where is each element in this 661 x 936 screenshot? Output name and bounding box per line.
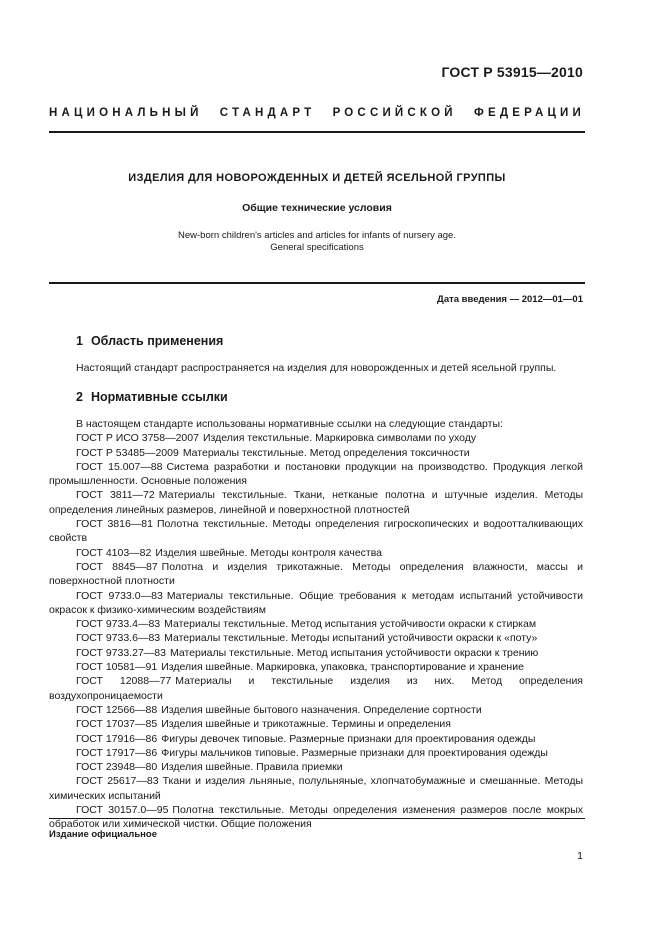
reference-code: ГОСТ Р 53485—2009 — [76, 446, 179, 459]
reference-code: ГОСТ 3811—72 — [76, 489, 155, 502]
reference-code: ГОСТ 12566—88 — [76, 703, 158, 716]
gost-number: ГОСТ Р 53915—2010 — [441, 64, 583, 80]
reference-text: Материалы текстильные. Методы испытаний устойчивости окраски к «поту» — [164, 632, 538, 645]
reference-code: ГОСТ 15.007—88 — [76, 460, 163, 473]
header-divider — [49, 131, 585, 133]
english-title-line-1: New-born children's articles and articles for infants of nursery age. — [178, 230, 456, 241]
section-2-number: 2 — [76, 390, 83, 404]
english-title — [49, 230, 585, 254]
reference-item — [49, 546, 583, 560]
reference-item — [49, 646, 583, 660]
reference-code: ГОСТ 10581—91 — [76, 661, 158, 674]
section-2-title: Нормативные ссылки — [90, 390, 228, 404]
section-1-title: Область применения — [90, 334, 224, 348]
reference-text: Материалы текстильные. Метод испытания устойчивости окраски к стиркам — [164, 618, 537, 631]
reference-text: Материалы текстильные. Ткани, нетканые полотна и штучные изделия. Методы определения линейных размеров, линейной и поверхностной плотностей — [49, 489, 583, 516]
page-number: 1 — [577, 850, 583, 862]
footer-divider — [49, 818, 585, 819]
document-title: ИЗДЕЛИЯ ДЛЯ НОВОРОЖДЕННЫХ И ДЕТЕЙ ЯСЕЛЬНОЙ ГРУППЫ — [128, 172, 506, 184]
reference-text: Фигуры девочек типовые. Размерные признаки для проектирования одежды — [161, 732, 536, 745]
national-standard-banner: НАЦИОНАЛЬНЫЙ СТАНДАРТ РОССИЙСКОЙ ФЕДЕРАЦИИ — [49, 107, 585, 119]
reference-code: ГОСТ 9733.6—83 — [76, 632, 161, 645]
reference-item — [49, 488, 583, 517]
reference-text: Материалы и текстильные изделия из них. Метод определения воздухопроницаемости — [49, 675, 583, 702]
title-divider — [49, 282, 585, 284]
reference-code: ГОСТ Р ИСО 3758—2007 — [76, 432, 199, 445]
reference-item — [49, 774, 583, 803]
reference-item — [49, 431, 583, 445]
english-title-line-2: General specifications — [270, 242, 364, 253]
reference-text: Полотна текстильные. Методы определения изменения размеров после мокрых обработок или химической чистки. Общие положения — [49, 804, 583, 831]
reference-text: Полотна и изделия трикотажные. Методы определения влажности, массы и поверхностной плотности — [49, 560, 583, 588]
reference-text: Изделия текстильные. Маркировка символами по уходу — [202, 432, 477, 445]
reference-code: ГОСТ 23948—80 — [76, 761, 158, 774]
reference-item — [49, 617, 583, 631]
reference-text: Материалы текстильные. Метод определения токсичности — [182, 446, 470, 459]
reference-item — [49, 631, 583, 645]
reference-item — [49, 460, 583, 489]
reference-text: Материалы текстильные. Метод испытания устойчивости окраски к трению — [169, 646, 539, 659]
normative-references-list — [49, 417, 583, 832]
reference-text: Изделия швейные. Маркировка, упаковка, транспортирование и хранение — [161, 661, 524, 674]
reference-text: Система разработки и постановки продукции на производство. Продукция легкой промышленности. Основные положения — [49, 460, 584, 488]
reference-item — [49, 674, 583, 703]
document-subtitle: Общие технические условия — [242, 202, 392, 214]
reference-code: ГОСТ 8845—87 — [76, 560, 158, 573]
reference-text: Материалы текстильные. Общие требования к методам испытаний устойчивости окрасок к физико-химическим воздействиям — [49, 589, 583, 616]
reference-text: Изделия швейные. Правила приемки — [161, 761, 343, 774]
reference-item — [49, 760, 583, 774]
introduction-date: Дата введения — 2012—01—01 — [437, 294, 583, 305]
reference-text: Фигуры мальчиков типовые. Размерные признаки для проектирования одежды — [161, 746, 548, 759]
official-edition-label: Издание официальное — [49, 829, 157, 840]
reference-text: Ткани и изделия льняные, полульняные, хлопчатобумажные и смешанные. Методы химических испытаний — [49, 775, 583, 802]
section-1-heading — [76, 334, 223, 348]
reference-code: ГОСТ 30157.0—95 — [76, 804, 169, 817]
reference-item — [49, 732, 583, 746]
reference-code: ГОСТ 17917—86 — [76, 746, 158, 759]
reference-text: Изделия швейные и трикотажные. Термины и определения — [161, 718, 451, 731]
reference-code: ГОСТ 9733.27—83 — [76, 646, 166, 659]
references-intro: В настоящем стандарте использованы нормативные ссылки на следующие стандарты: — [76, 418, 503, 430]
reference-text: Изделия швейные. Методы контроля качества — [155, 546, 383, 559]
reference-item — [49, 560, 583, 589]
reference-text: Полотна текстильные. Методы определения гигроскопических и водоотталкивающих свойств — [49, 518, 583, 545]
reference-code: ГОСТ 17916—86 — [76, 732, 158, 745]
reference-code: ГОСТ 9733.0—83 — [76, 589, 163, 602]
section-2-heading — [76, 390, 228, 404]
reference-item — [49, 660, 583, 674]
section-1-text: Настоящий стандарт распространяется на изделия для новорожденных и детей ясельной группы. — [76, 362, 557, 374]
reference-text: Изделия швейные бытового назначения. Определение сортности — [161, 703, 482, 716]
reference-item — [49, 517, 583, 546]
reference-item — [49, 446, 583, 460]
section-1-number: 1 — [76, 334, 83, 348]
reference-code: ГОСТ 12088—77 — [76, 675, 172, 688]
reference-code: ГОСТ 9733.4—83 — [76, 618, 161, 631]
reference-code: ГОСТ 3816—81 — [76, 518, 153, 531]
reference-item — [49, 746, 583, 760]
reference-item — [49, 703, 583, 717]
reference-item — [49, 589, 583, 618]
reference-code: ГОСТ 25617—83 — [76, 775, 159, 788]
reference-code: ГОСТ 17037—85 — [76, 718, 158, 731]
reference-code: ГОСТ 4103—82 — [76, 546, 152, 559]
reference-item — [49, 717, 583, 731]
